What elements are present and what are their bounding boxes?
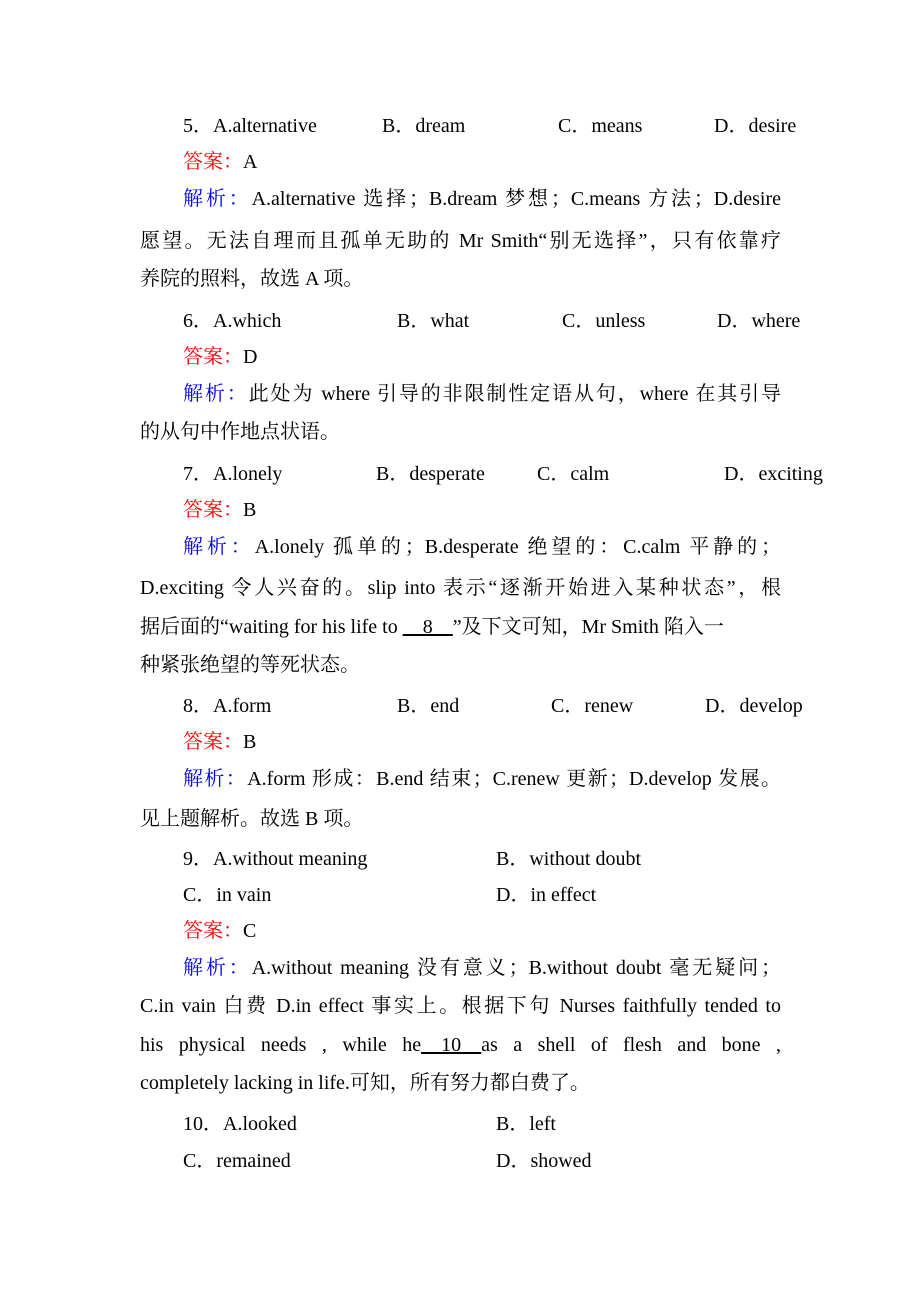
q9-option-a: 9．A.without meaning	[183, 848, 368, 870]
analysis-text: A.lonely 孤单的；B.desperate 绝望的：C.calm 平静的；	[254, 536, 781, 558]
text: his physical needs , while he	[140, 1034, 422, 1056]
answer-label: 答案：	[183, 346, 243, 368]
q6-option-a: 6．A.which	[183, 310, 282, 332]
analysis-text: A.alternative 选择；B.dream 梦想；C.means 方法；D.desire	[251, 188, 782, 210]
analysis-label: 解析：	[183, 957, 252, 979]
q6-option-d: D．where	[717, 310, 801, 332]
analysis-label: 解析：	[183, 188, 252, 210]
q7-option-c: C．calm	[537, 463, 610, 485]
q7-analysis-line	[183, 534, 781, 560]
q5-option-a: 5．A.alternative	[183, 115, 317, 137]
q6-analysis-line: 的从句中作地点状语。	[140, 421, 340, 443]
q8-analysis-line: 见上题解析。故选 B 项。	[140, 808, 364, 830]
answer-value: B	[243, 499, 257, 521]
q10-option-b: B．left	[496, 1113, 556, 1135]
q10-option-c: C．remained	[183, 1150, 291, 1172]
q8-option-d: D．develop	[705, 695, 803, 717]
answer-label: 答案：	[183, 731, 243, 753]
q9-option-b: B．without doubt	[496, 848, 642, 870]
answer-label: 答案：	[183, 151, 243, 173]
answer-label: 答案：	[183, 499, 243, 521]
q8-answer	[183, 729, 256, 755]
blank-10: __10__	[421, 1034, 482, 1056]
q5-option-d: D．desire	[714, 115, 797, 137]
q9-option-c: C．in vain	[183, 884, 272, 906]
q7-analysis-line: 种紧张绝望的等死状态。	[140, 654, 360, 676]
q5-option-b: B．dream	[382, 115, 466, 137]
answer-value: C	[243, 920, 257, 942]
q5-answer	[183, 149, 257, 175]
q7-option-b: B．desperate	[376, 463, 485, 485]
answer-value: B	[243, 731, 257, 753]
q9-analysis-line	[140, 1032, 781, 1058]
analysis-label: 解析：	[183, 536, 255, 558]
q9-answer	[183, 918, 256, 944]
text: as a shell of flesh and bone ,	[481, 1034, 781, 1056]
analysis-label: 解析：	[183, 768, 248, 790]
q6-option-b: B．what	[397, 310, 470, 332]
answer-value: A	[243, 151, 258, 173]
q9-analysis-line	[183, 955, 781, 981]
q9-analysis-line: C.in vain 白费 D.in effect 事实上。根据下句 Nurses faithfully tended to	[140, 995, 781, 1017]
analysis-text: A.without meaning 没有意义；B.without doubt 毫无疑问；	[251, 957, 782, 979]
q8-option-c: C．renew	[551, 695, 634, 717]
answer-value: D	[243, 346, 258, 368]
q7-option-a: 7．A.lonely	[183, 463, 283, 485]
q8-option-a: 8．A.form	[183, 695, 272, 717]
analysis-label: 解析：	[183, 383, 249, 405]
answer-label: 答案：	[183, 920, 243, 942]
blank-8: __8__	[402, 616, 453, 638]
q7-analysis-line	[140, 614, 724, 640]
text: 据后面的“waiting for his life to	[140, 616, 403, 638]
analysis-text: A.form 形成：B.end 结束；C.renew 更新；D.develop 发展。	[247, 768, 781, 790]
q5-analysis-line: 愿望。无法自理而且孤单无助的 Mr Smith“别无选择”，只有依靠疗	[140, 230, 781, 252]
q8-analysis-line	[183, 766, 781, 792]
q9-analysis-line: completely lacking in life.可知，所有努力都白费了。	[140, 1072, 590, 1094]
q7-option-d: D．exciting	[724, 463, 823, 485]
q7-analysis-line: D.exciting 令人兴奋的。slip into 表示“逐渐开始进入某种状态”，根	[140, 577, 781, 599]
q10-option-a: 10．A.looked	[183, 1113, 297, 1135]
q5-option-c: C．means	[558, 115, 643, 137]
q9-option-d: D．in effect	[496, 884, 597, 906]
q6-analysis-line	[183, 381, 781, 407]
q5-analysis-line	[183, 186, 781, 212]
text: ”及下文可知，Mr Smith 陷入一	[452, 616, 724, 638]
q6-option-c: C．unless	[562, 310, 646, 332]
analysis-text: 此处为 where 引导的非限制性定语从句，where 在其引导	[248, 383, 782, 405]
q7-answer	[183, 497, 256, 523]
q8-option-b: B．end	[397, 695, 460, 717]
q5-analysis-line: 养院的照料，故选 A 项。	[140, 268, 364, 290]
q10-option-d: D．showed	[496, 1150, 592, 1172]
q6-answer	[183, 344, 257, 370]
